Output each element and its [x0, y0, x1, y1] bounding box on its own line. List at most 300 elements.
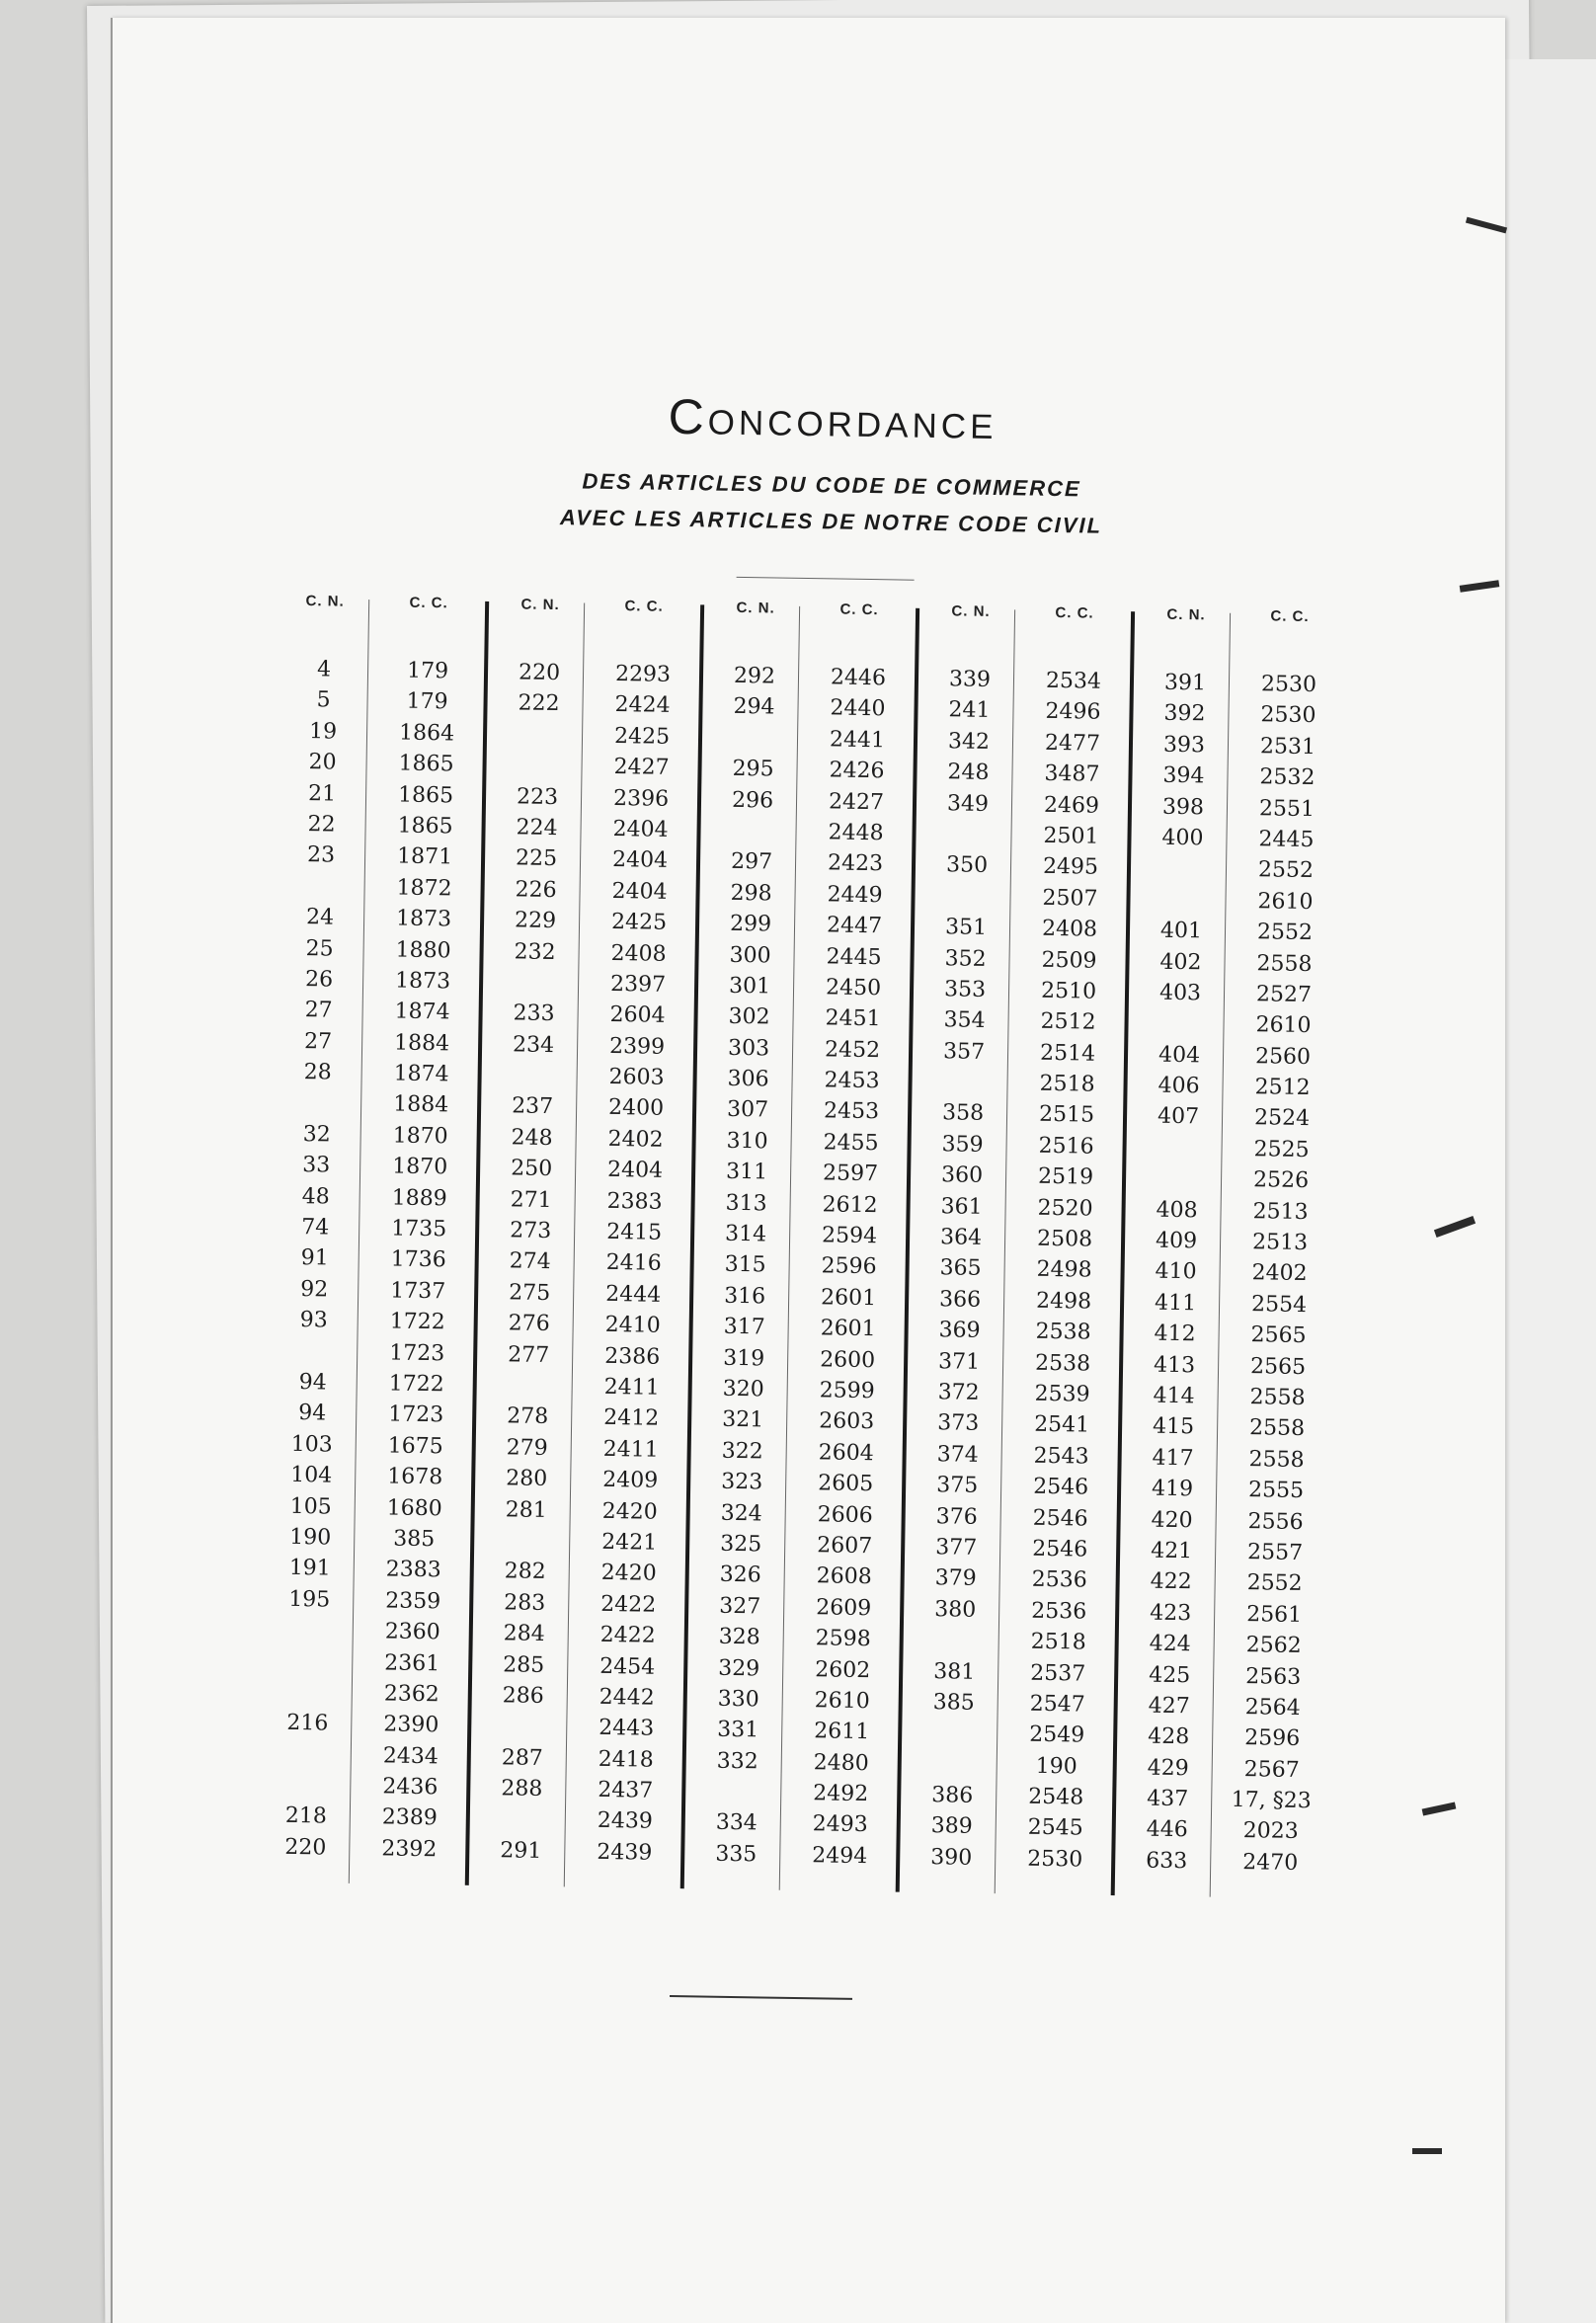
cn-cell: 226	[515, 877, 557, 903]
cn-cell: 299	[729, 911, 772, 937]
cc-cell: 2390	[383, 1712, 439, 1738]
cc-cell: 2532	[1259, 764, 1316, 791]
cc-cell: 2509	[1041, 947, 1097, 974]
cc-cell: 2425	[610, 910, 668, 935]
cc-cell: 2520	[1037, 1195, 1093, 1222]
cc-cell: 2493	[812, 1811, 868, 1838]
cc-cell: 2606	[817, 1501, 873, 1528]
cc-cell: 2610	[1255, 1012, 1312, 1039]
cc-cell: 2469	[1043, 792, 1100, 819]
column-header-cn: C. N.	[736, 599, 775, 617]
cc-cell: 2434	[382, 1743, 439, 1769]
cn-cell	[482, 1525, 569, 1558]
cn-cell	[923, 819, 1010, 851]
cc-cell: 1736	[390, 1246, 446, 1273]
cc-cell: 2603	[818, 1408, 875, 1435]
cn-cell: 389	[930, 1813, 973, 1840]
cn-cell: 421	[1150, 1538, 1193, 1564]
cc-cell: 2408	[610, 940, 667, 967]
cn-cell: 218	[284, 1803, 328, 1829]
cn-cell: 353	[943, 977, 987, 1002]
cc-cell: 2386	[604, 1343, 661, 1370]
cc-cell: 2536	[1031, 1598, 1087, 1625]
cn-cell: 317	[723, 1315, 765, 1340]
cc-cell: 2600	[819, 1346, 876, 1373]
cc-cell: 2453	[824, 1068, 880, 1094]
cc-cell: 2396	[612, 785, 670, 812]
cn-cell: 364	[939, 1225, 983, 1250]
cn-cell: 323	[721, 1469, 763, 1495]
cn-cell: 326	[719, 1562, 761, 1588]
cc-cell: 1873	[394, 968, 451, 995]
cn-cell: 417	[1152, 1445, 1194, 1472]
cn-cell: 413	[1153, 1352, 1196, 1378]
cn-cell	[484, 1370, 571, 1402]
cc-cell: 2421	[601, 1529, 658, 1556]
cc-cell: 2558	[1248, 1415, 1306, 1442]
cn-cell: 279	[506, 1435, 548, 1461]
cc-cell: 1865	[398, 751, 454, 777]
cn-cell: 376	[935, 1503, 978, 1530]
cn-cell: 32	[302, 1121, 331, 1148]
cn-cell: 94	[298, 1401, 327, 1426]
cc-cell: 2601	[820, 1285, 877, 1312]
cn-cell: 287	[501, 1744, 543, 1771]
cc-cell: 2404	[611, 847, 669, 874]
cn-cell: 93	[299, 1308, 328, 1333]
cc-cell: 1675	[387, 1433, 443, 1460]
cc-cell: 2604	[818, 1440, 874, 1466]
cc-cell: 2392	[381, 1836, 438, 1863]
cn-cell: 446	[1146, 1817, 1188, 1843]
cn-cell	[265, 1645, 352, 1678]
cc-cell: 385	[393, 1526, 436, 1553]
cc-cell: 2448	[828, 820, 884, 846]
cc-cell: 1874	[394, 999, 450, 1025]
cn-cell: 315	[724, 1252, 766, 1278]
cc-cell: 2470	[1242, 1849, 1299, 1876]
cc-cell: 2418	[598, 1746, 654, 1773]
cn-cell: 74	[301, 1215, 330, 1241]
cn-cell	[489, 1060, 576, 1092]
column-header-cn: C. N.	[1166, 605, 1206, 624]
cn-cell: 322	[721, 1438, 763, 1465]
cn-cell: 5	[316, 687, 331, 713]
cn-cell: 358	[941, 1100, 985, 1127]
cc-cell: 2516	[1038, 1133, 1094, 1160]
cc-cell: 2546	[1032, 1474, 1089, 1500]
cn-cell: 27	[303, 1028, 333, 1055]
cn-cell: 342	[947, 729, 991, 755]
cc-cell: 1723	[388, 1402, 444, 1428]
cc-cell: 2527	[1255, 982, 1313, 1008]
cc-cell: 1722	[388, 1371, 444, 1398]
cn-cell: 429	[1147, 1755, 1189, 1781]
cc-cell: 2530	[1027, 1846, 1083, 1873]
cn-cell: 437	[1147, 1786, 1189, 1812]
cn-cell: 191	[288, 1556, 331, 1581]
cn-cell: 91	[300, 1245, 329, 1271]
cn-cell: 330	[717, 1686, 759, 1713]
cc-cell: 2561	[1245, 1601, 1303, 1628]
cn-cell: 408	[1156, 1197, 1198, 1223]
cc-cell: 2597	[822, 1161, 879, 1187]
cc-cell: 2512	[1040, 1009, 1096, 1035]
cn-cell: 105	[289, 1493, 332, 1520]
cc-cell: 2507	[1042, 885, 1098, 912]
cc-cell: 2534	[1045, 668, 1102, 694]
column-header-cc: C. C.	[1055, 603, 1094, 622]
cn-cell: 250	[510, 1156, 553, 1182]
cc-cell: 2446	[830, 665, 887, 691]
cn-cell: 20	[308, 750, 337, 775]
cc-cell: 2402	[1251, 1260, 1308, 1287]
cc-cell: 2495	[1042, 854, 1099, 881]
cn-cell: 21	[307, 780, 337, 807]
cn-cell: 103	[290, 1431, 333, 1458]
cn-cell: 232	[514, 938, 556, 965]
cc-cell: 2611	[814, 1719, 870, 1745]
cc-cell: 2411	[602, 1436, 659, 1463]
cn-cell: 379	[934, 1565, 977, 1592]
cn-cell	[491, 967, 578, 1000]
cn-cell: 406	[1157, 1073, 1200, 1099]
cc-cell: 1737	[390, 1278, 446, 1305]
cc-cell: 2443	[598, 1716, 655, 1742]
cc-cell: 2410	[604, 1313, 661, 1338]
cc-cell: 2537	[1030, 1660, 1086, 1687]
cc-cell: 2409	[602, 1468, 659, 1493]
cn-cell: 22	[307, 812, 336, 838]
cn-cell: 248	[947, 760, 990, 786]
cc-cell: 1880	[395, 937, 451, 963]
cn-cell: 327	[719, 1593, 761, 1620]
cn-cell: 190	[289, 1524, 332, 1551]
cn-cell: 385	[932, 1690, 975, 1716]
cn-cell: 224	[516, 815, 558, 841]
cc-cell: 1865	[397, 782, 454, 808]
cn-cell: 298	[730, 880, 772, 907]
cc-cell: 2545	[1027, 1815, 1083, 1842]
cn-cell: 419	[1151, 1476, 1194, 1502]
page-title: Concordance	[668, 388, 998, 450]
cn-cell: 422	[1150, 1568, 1192, 1595]
cn-cell	[708, 815, 795, 847]
cn-cell	[1134, 1132, 1221, 1164]
cn-cell: 300	[729, 942, 771, 969]
cc-cell: 2362	[383, 1681, 439, 1708]
cc-cell: 2404	[611, 878, 668, 905]
cn-cell: 407	[1157, 1104, 1200, 1130]
cc-cell: 2427	[613, 755, 670, 781]
cn-cell	[910, 1718, 997, 1750]
cn-cell	[270, 1335, 357, 1368]
concordance-table	[261, 593, 1348, 1933]
cn-cell: 276	[508, 1311, 550, 1337]
column-header-cn: C. N.	[520, 596, 560, 614]
cn-cell: 409	[1155, 1228, 1198, 1254]
cn-cell	[1139, 853, 1226, 886]
cc-cell: 2023	[1242, 1818, 1299, 1845]
cn-cell: 273	[509, 1218, 552, 1244]
cn-cell	[494, 750, 581, 782]
title-divider	[737, 577, 915, 581]
cc-cell: 2449	[827, 882, 883, 909]
cn-cell: 329	[718, 1655, 760, 1681]
cn-cell: 301	[728, 973, 771, 1000]
cn-cell: 392	[1163, 701, 1206, 727]
cc-cell: 2536	[1031, 1567, 1087, 1593]
cc-cell: 2546	[1032, 1505, 1088, 1532]
cc-cell: 2496	[1045, 699, 1101, 726]
cc-cell: 1884	[392, 1091, 449, 1118]
cn-cell: 390	[930, 1844, 973, 1871]
cc-cell: 2599	[819, 1378, 875, 1404]
cn-cell: 104	[290, 1463, 333, 1488]
cn-cell: 401	[1159, 918, 1203, 944]
cn-cell: 411	[1154, 1290, 1197, 1317]
cc-column	[570, 659, 697, 1870]
cn-cell: 354	[943, 1007, 986, 1034]
cc-cell: 2436	[382, 1774, 439, 1801]
cn-cell: 403	[1158, 980, 1202, 1006]
cn-cell: 307	[726, 1097, 769, 1123]
cc-cell: 2605	[818, 1471, 874, 1497]
cc-cell: 2541	[1033, 1412, 1090, 1439]
cc-cell: 2552	[1246, 1570, 1303, 1597]
cn-cell: 220	[518, 660, 561, 686]
cc-cell: 2513	[1252, 1198, 1309, 1225]
cc-cell: 1872	[396, 875, 452, 902]
cn-cell: 381	[933, 1658, 976, 1685]
cc-cell: 1680	[386, 1495, 442, 1521]
cc-cell: 2610	[814, 1688, 870, 1715]
cc-cell: 2437	[598, 1777, 654, 1803]
cc-cell: 2594	[821, 1223, 878, 1249]
cc-cell: 1678	[387, 1464, 443, 1490]
cc-cell: 2494	[812, 1843, 868, 1869]
column-header-cn: C. N.	[951, 602, 991, 620]
cc-cell: 1722	[389, 1309, 445, 1335]
cc-cell: 2447	[826, 913, 883, 939]
cc-cell: 190	[1035, 1753, 1077, 1780]
cn-cell: 225	[515, 845, 558, 872]
cn-cell: 332	[716, 1748, 758, 1775]
cn-cell	[478, 1803, 565, 1836]
cn-cell: 216	[286, 1711, 329, 1736]
cn-cell	[266, 1615, 353, 1647]
cc-cell: 2602	[815, 1656, 871, 1683]
cn-cell: 352	[944, 945, 987, 972]
cn-cell: 372	[937, 1380, 980, 1405]
cc-cell: 2439	[597, 1808, 653, 1835]
cn-cell: 400	[1161, 825, 1204, 851]
cc-cell: 2453	[823, 1098, 880, 1125]
cn-cell	[922, 881, 1009, 914]
cn-cell: 360	[940, 1162, 984, 1189]
column-header-cn: C. N.	[305, 593, 345, 610]
cc-cell: 2480	[813, 1749, 869, 1776]
cn-cell: 314	[724, 1221, 767, 1247]
cc-cell: 1870	[392, 1123, 448, 1150]
cc-cell: 2404	[612, 816, 669, 842]
cn-cell: 359	[941, 1132, 984, 1158]
cn-cell: 222	[518, 690, 560, 717]
cc-cell: 2552	[1256, 920, 1314, 946]
cn-cell: 284	[503, 1621, 545, 1647]
cn-cell	[277, 870, 363, 903]
cc-cell: 2455	[823, 1130, 879, 1157]
column-header-cc: C. C.	[409, 594, 448, 612]
cn-cell: 415	[1152, 1414, 1195, 1440]
cc-cell: 2601	[820, 1316, 876, 1342]
cn-cell: 28	[303, 1060, 332, 1085]
cc-cell: 2452	[824, 1037, 881, 1063]
cn-cell: 278	[507, 1403, 549, 1430]
cn-cell: 371	[937, 1348, 981, 1375]
cc-cell: 2546	[1031, 1536, 1088, 1562]
cc-cell: 17, §23	[1231, 1787, 1312, 1814]
cc-cell: 2411	[603, 1374, 660, 1401]
cc-cell: 2498	[1035, 1288, 1092, 1315]
cn-cell	[274, 1087, 360, 1120]
cc-cell: 2565	[1249, 1353, 1307, 1380]
cc-cell: 1871	[396, 843, 453, 870]
cn-cell: 311	[725, 1160, 768, 1185]
cn-cell: 425	[1149, 1662, 1191, 1688]
cc-cell: 2558	[1256, 950, 1313, 977]
column-header-cc: C. C.	[624, 598, 664, 615]
cc-cell: 2555	[1247, 1478, 1305, 1504]
cc-cell: 2538	[1035, 1319, 1091, 1345]
cc-cell: 2445	[1258, 827, 1315, 853]
cc-cell: 2609	[816, 1595, 872, 1621]
column-header-cc: C. C.	[1270, 607, 1310, 626]
cc-cell: 2562	[1245, 1633, 1302, 1659]
cc-cell: 2548	[1028, 1784, 1084, 1810]
cn-cell: 303	[727, 1035, 770, 1062]
cn-cell: 331	[717, 1718, 759, 1743]
cc-cell: 2530	[1260, 672, 1317, 698]
cn-cell: 19	[308, 718, 338, 745]
cn-cell	[479, 1711, 566, 1743]
cc-cell: 2444	[604, 1281, 662, 1308]
cc-cell: 2450	[825, 975, 882, 1001]
cc-cell: 2439	[597, 1839, 653, 1866]
cn-cell: 402	[1159, 949, 1202, 975]
cn-cell: 283	[504, 1590, 546, 1616]
cn-cell	[264, 1738, 351, 1771]
cn-cell: 291	[500, 1838, 542, 1864]
cc-cell: 2513	[1251, 1230, 1309, 1256]
cc-cell: 2539	[1034, 1381, 1090, 1407]
cn-cell: 373	[936, 1410, 980, 1437]
cn-cell: 282	[504, 1559, 546, 1585]
cn-cell: 241	[948, 697, 991, 724]
cc-cell: 2397	[609, 971, 667, 998]
cc-cell: 2492	[813, 1781, 869, 1807]
cc-cell: 2525	[1253, 1137, 1310, 1162]
cc-cell: 2427	[828, 788, 885, 815]
cn-cell: 292	[733, 663, 776, 689]
cc-cell: 1723	[389, 1340, 445, 1366]
cn-cell: 334	[715, 1810, 758, 1836]
cc-cell: 2408	[1041, 916, 1098, 942]
cn-cell: 365	[939, 1255, 982, 1282]
cn-cell: 306	[727, 1066, 769, 1092]
cn-cell: 423	[1149, 1600, 1192, 1626]
cn-cell: 234	[512, 1032, 555, 1058]
cn-cell: 325	[720, 1531, 762, 1558]
cn-cell: 237	[511, 1093, 554, 1120]
cn-cell: 404	[1157, 1042, 1201, 1069]
column-header-cc: C. C.	[839, 601, 879, 619]
cn-cell: 233	[513, 1001, 555, 1027]
cc-cell: 1889	[391, 1185, 447, 1212]
cn-cell: 316	[723, 1283, 766, 1310]
cc-cell: 2399	[608, 1033, 666, 1060]
cc-cell: 2515	[1038, 1102, 1095, 1129]
cc-cell: 2400	[607, 1095, 665, 1122]
cc-cell: 2420	[601, 1498, 658, 1525]
cc-cell: 1864	[398, 720, 455, 747]
cc-cell: 2608	[816, 1563, 872, 1590]
cn-cell: 248	[511, 1125, 553, 1151]
closing-rule	[670, 1995, 852, 2000]
cn-cell: 280	[506, 1466, 548, 1492]
cn-cell: 335	[715, 1841, 758, 1868]
cc-cell: 2423	[827, 850, 884, 877]
cc-cell: 2519	[1037, 1164, 1094, 1190]
cc-cell: 2360	[384, 1619, 440, 1645]
cc-cell: 2564	[1244, 1695, 1301, 1721]
cc-column	[355, 655, 482, 1866]
cc-cell: 2554	[1250, 1292, 1308, 1318]
cc-column	[785, 662, 913, 1873]
cn-cell: 339	[948, 667, 992, 692]
cc-cell: 1735	[391, 1216, 447, 1242]
cc-cell: 2563	[1244, 1663, 1302, 1690]
cc-cell: 2424	[614, 692, 671, 719]
cc-cell: 2415	[605, 1219, 663, 1245]
cn-cell: 313	[725, 1190, 767, 1217]
cn-cell: 393	[1162, 732, 1206, 759]
cc-cell: 2440	[830, 695, 886, 722]
cn-cell: 271	[510, 1187, 552, 1213]
cc-cell: 2531	[1259, 734, 1317, 760]
cc-cell: 2558	[1249, 1385, 1306, 1411]
cn-cell	[919, 1067, 1006, 1099]
cn-cell: 286	[502, 1683, 544, 1709]
cn-cell: 302	[728, 1004, 770, 1030]
cc-cell: 2598	[815, 1626, 871, 1652]
cn-cell: 281	[505, 1496, 547, 1523]
cc-cell: 2547	[1029, 1691, 1085, 1718]
cn-cell: 296	[731, 787, 774, 814]
cc-cell: 1884	[393, 1030, 450, 1057]
cc-cell: 2556	[1247, 1508, 1304, 1535]
cc-cell: 2293	[614, 661, 672, 687]
cc-cell: 2604	[609, 1002, 666, 1029]
cn-cell: 349	[946, 790, 990, 817]
cc-cell: 179	[406, 689, 448, 715]
cn-cell: 33	[302, 1153, 331, 1178]
cc-cell: 2558	[1248, 1446, 1305, 1473]
cn-cell: 285	[503, 1651, 545, 1678]
cn-cell: 391	[1163, 670, 1207, 696]
cn-cell: 4	[316, 657, 332, 682]
cn-cell: 220	[284, 1834, 327, 1861]
